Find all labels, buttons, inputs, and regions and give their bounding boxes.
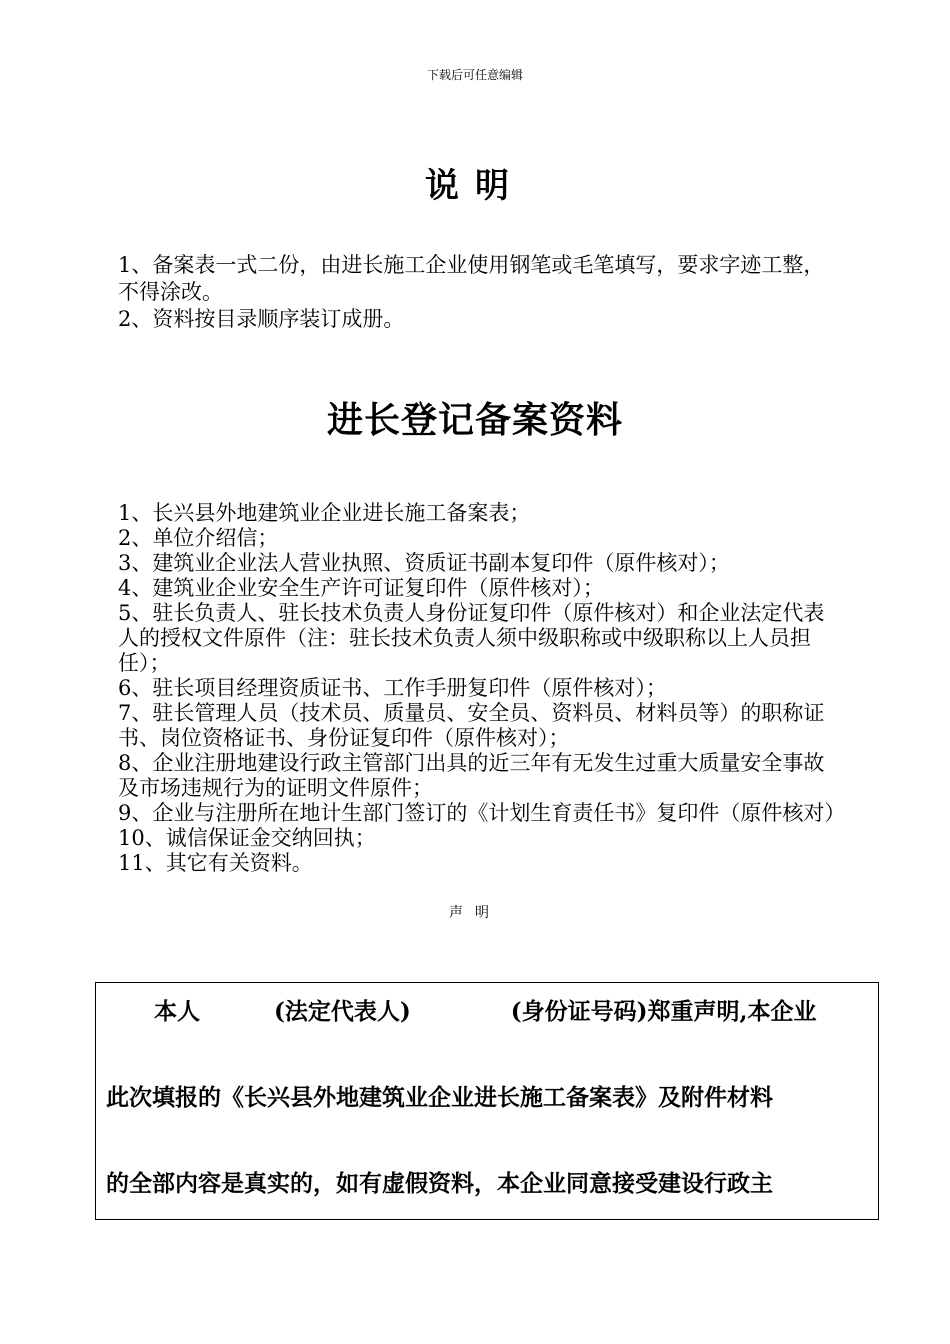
note-item: 2、资料按目录顺序装订成册。 — [118, 307, 405, 331]
materials-title: 进长登记备案资料 — [326, 399, 623, 441]
explanation-notes — [118, 252, 838, 333]
declaration-id-statement: (身份证号码)郑重声明,本企业 — [510, 998, 817, 1025]
list-item: 5、驻长负责人、驻长技术负责人身份证复印件（原件核对）和企业法定代表人的授权文件原件（注：驻长技术负责人须中级职称或中级职称以上人员担任）； — [118, 601, 825, 675]
list-item: 1、长兴县外地建筑业企业进长施工备案表； — [118, 501, 531, 525]
declaration-heading: 声明 — [449, 905, 501, 921]
materials-list — [118, 501, 846, 876]
header-note: 下载后可任意编辑 — [426, 68, 523, 82]
list-item: 9、企业与注册所在地计生部门签订的《计划生育责任书》复印件（原件核对） — [118, 801, 846, 825]
declaration-line-2: 此次填报的《长兴县外地建筑业企业进长施工备案表》及附件材料 — [106, 1084, 773, 1111]
declaration-line-3: 的全部内容是真实的，如有虚假资料，本企业同意接受建设行政主 — [106, 1170, 773, 1197]
list-item: 3、建筑业企业法人营业执照、资质证书副本复印件（原件核对）； — [118, 551, 730, 575]
declaration-box — [95, 982, 879, 1220]
list-item: 11、其它有关资料。 — [118, 851, 313, 875]
list-item: 4、建筑业企业安全生产许可证复印件（原件核对）； — [118, 576, 604, 600]
declaration-line-1 — [96, 993, 880, 1026]
list-item: 2、单位介绍信； — [118, 526, 279, 550]
declaration-role: (法定代表人) — [274, 998, 411, 1025]
note-item: 1、备案表一式二份，由进长施工企业使用钢笔或毛笔填写，要求字迹工整，不得涂改。 — [118, 253, 825, 304]
list-item: 8、企业注册地建设行政主管部门出具的近三年有无发生过重大质量安全事故及市场违规行为的证明文件原件； — [118, 751, 825, 800]
list-item: 6、驻长项目经理资质证书、工作手册复印件（原件核对）； — [118, 676, 667, 700]
list-item: 10、诚信保证金交纳回执； — [118, 826, 376, 850]
list-item: 7、驻长管理人员（技术员、质量员、安全员、资料员、材料员等）的职称证书、岗位资格证书、身份证复印件（原件核对）； — [118, 701, 825, 750]
explanation-title: 说明 — [425, 166, 525, 206]
declaration-person: 本人 — [154, 998, 200, 1025]
